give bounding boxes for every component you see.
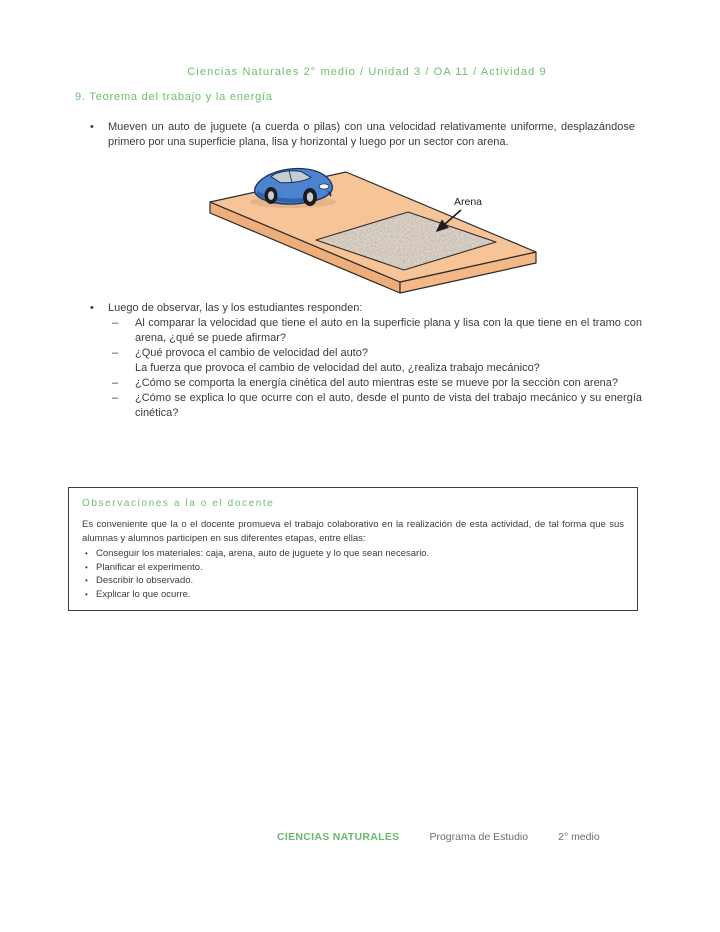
list-item — [82, 588, 624, 602]
question-text — [135, 346, 642, 376]
observe-bullet — [90, 301, 635, 316]
question-item — [112, 391, 642, 421]
question-item — [112, 346, 642, 376]
question-text: ¿Cómo se comporta la energía cinética del auto mientras este se mueve por la sección con arena? — [135, 377, 619, 389]
bullet-dot: • — [85, 562, 88, 572]
question-text: ¿Cómo se explica lo que ocurre con el auto, desde el punto de vista del trabajo mecánico y su energía cinética? — [135, 392, 642, 419]
section-title: 9. Teorema del trabajo y la energía — [75, 91, 273, 103]
toy-car — [250, 169, 336, 208]
intro-bullet — [90, 120, 635, 150]
teacher-observations-box — [68, 487, 638, 611]
dash-marker: – — [112, 377, 119, 389]
footer-level: 2° medio — [558, 831, 600, 843]
question-text-main: ¿Qué provoca el cambio de velocidad del auto? — [135, 347, 368, 359]
observe-bullet-text: Luego de observar, las y los estudiantes responden: — [108, 302, 363, 314]
bullet-dot: • — [85, 576, 88, 585]
question-item — [112, 376, 642, 391]
bullet-dot: • — [85, 589, 88, 599]
page-footer — [277, 831, 600, 843]
dash-marker: – — [112, 317, 119, 329]
bullet-dot: • — [85, 549, 88, 558]
teacher-box-intro: Es conveniente que la o el docente promueva el trabajo colaborativo en la realización de esta actividad, de tal forma que sus alumnas y alumnos participen en sus diferentes etapas, entre ellas: — [82, 519, 624, 544]
list-item-text: Explicar lo que ocurre. — [96, 588, 191, 600]
question-text: Al comparar la velocidad que tiene el auto en la superficie plana y lisa con la que tiene en el tramo con arena, ¿qué se puede afirmar? — [135, 317, 642, 344]
breadcrumb: Ciencias Naturales 2° medio / Unidad 3 / OA 11 / Actividad 9 — [187, 66, 547, 78]
question-item — [112, 316, 642, 346]
teacher-box-title: Observaciones a la o el docente — [82, 498, 275, 509]
bullet-dot: • — [90, 121, 94, 133]
dash-marker: – — [112, 392, 119, 404]
dash-marker: – — [112, 347, 119, 359]
experiment-figure — [198, 160, 548, 304]
list-item-text: Conseguir los materiales: caja, arena, auto de juguete y lo que sean necesario. — [96, 548, 430, 559]
intro-bullet-text: Mueven un auto de juguete (a cuerda o pilas) con una velocidad relativamente uniforme, desplazándose primero por una superficie plana, lisa y horizontal y luego por un sector con arena. — [108, 121, 635, 148]
question-list — [112, 316, 642, 421]
list-item — [82, 561, 624, 575]
list-item-text: Describir lo observado. — [96, 575, 194, 586]
footer-brand: CIENCIAS NATURALES — [277, 831, 400, 843]
list-item-text: Planificar el experimento. — [96, 561, 203, 573]
experiment-illustration — [198, 160, 548, 304]
list-item — [82, 547, 624, 561]
footer-document: Programa de Estudio — [429, 831, 529, 843]
arena-label: Arena — [453, 196, 483, 208]
list-item — [82, 574, 624, 588]
question-followup: La fuerza que provoca el cambio de velocidad del auto, ¿realiza trabajo mecánico? — [135, 362, 540, 374]
teacher-box-list — [82, 547, 624, 601]
bullet-dot: • — [90, 302, 94, 314]
